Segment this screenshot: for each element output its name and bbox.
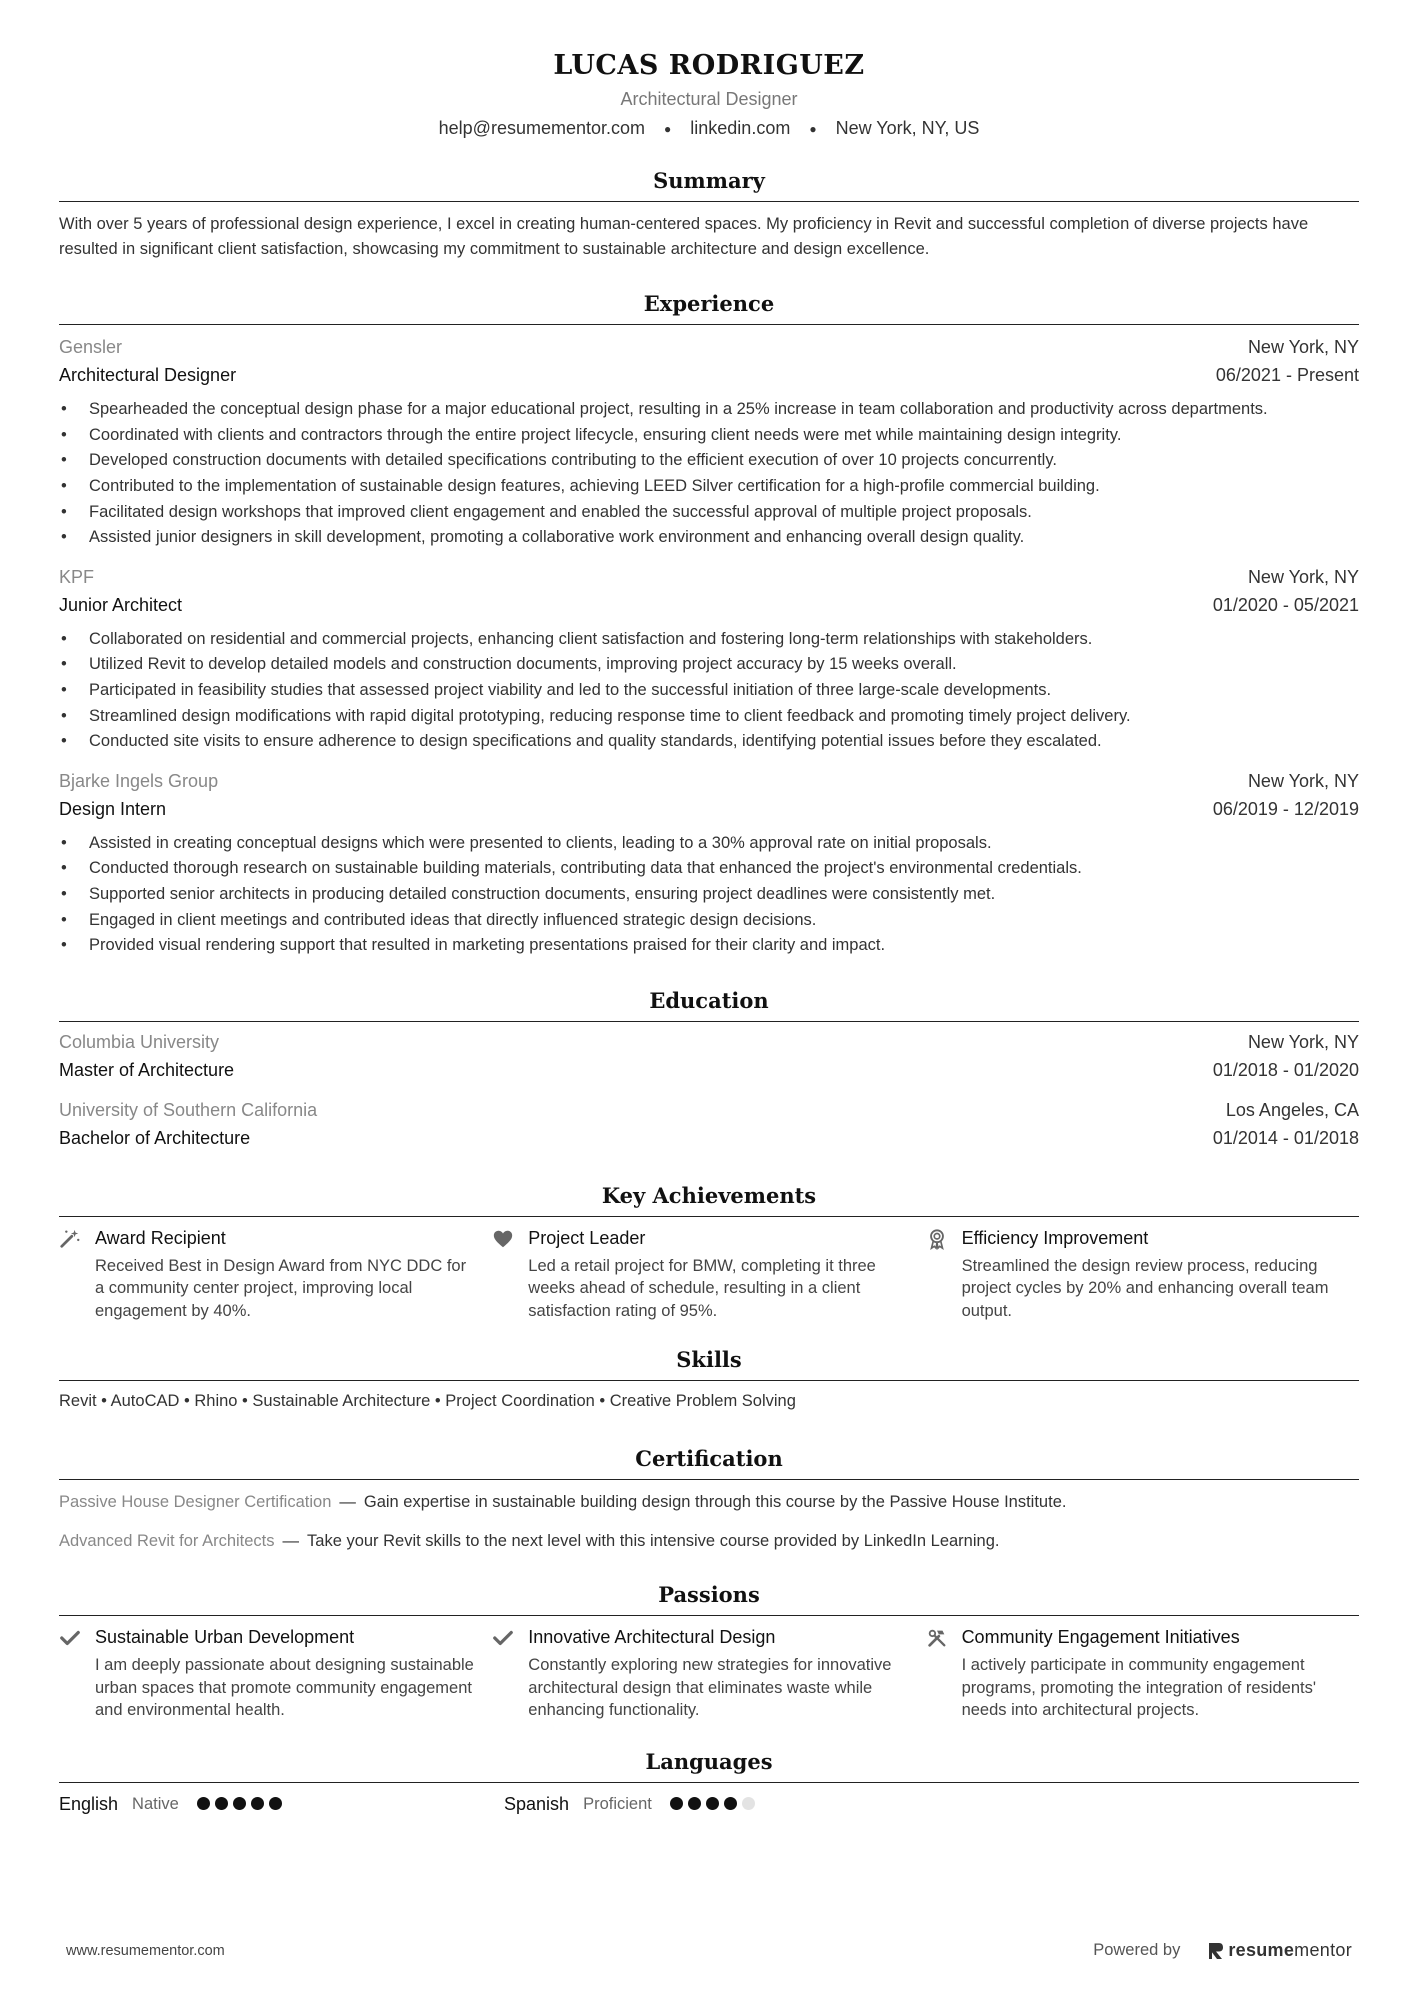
passion-desc: Constantly exploring new strategies for innovative architectural design that eliminates waste while enhancing functionality.	[528, 1656, 892, 1720]
skills-list: Revit • AutoCAD • Rhino • Sustainable Architecture • Project Coordination • Creative Problem Solving	[59, 1392, 796, 1411]
job-company: Bjarke Ingels Group	[59, 770, 219, 791]
job-bullets	[59, 831, 1359, 959]
certification-name: Passive House Designer Certification	[59, 1493, 332, 1512]
rating-dot-filled	[233, 1797, 246, 1810]
contact-linkedin[interactable]: linkedin.com	[690, 118, 791, 138]
certification-section	[59, 1445, 1359, 1553]
em-dash: —	[339, 1493, 356, 1512]
list-item: • Facilitated design workshops that improved client engagement and enabled the successful approval of multiple project proposals.	[59, 500, 1359, 526]
job-role: Design Intern	[59, 798, 167, 819]
powered-by-label: Powered by	[1093, 1941, 1181, 1959]
section-divider	[59, 1615, 1359, 1616]
passion-desc: I actively participate in community engagement programs, promoting the integration of residents' needs into architectural projects.	[961, 1656, 1316, 1720]
checkmark-icon	[59, 1624, 95, 1722]
section-divider	[59, 324, 1359, 325]
job-dates: 06/2019 - 12/2019	[1212, 798, 1359, 819]
candidate-name: LUCAS RODRIGUEZ	[553, 50, 865, 81]
language-item	[504, 1791, 949, 1817]
job-entry	[59, 333, 1359, 551]
section-divider	[59, 201, 1359, 202]
achievement-item	[926, 1225, 1359, 1323]
section-title-achievements: Key Achievements	[601, 1182, 817, 1208]
job-dates: 01/2020 - 05/2021	[1212, 594, 1359, 615]
edu-school: University of Southern California	[59, 1099, 318, 1120]
passion-title: Sustainable Urban Development	[95, 1627, 355, 1648]
edu-location: New York, NY	[1247, 1031, 1359, 1052]
brand-text-part1: resume	[1228, 1940, 1295, 1960]
job-company: KPF	[59, 566, 95, 587]
passion-item	[492, 1624, 925, 1722]
list-item: • Assisted junior designers in skill development, promoting a collaborative work environment and enhancing overall design quality.	[59, 525, 1359, 551]
contact-line	[59, 116, 1359, 141]
section-title-passions: Passions	[658, 1582, 760, 1608]
resumementor-logo[interactable]	[1208, 1940, 1352, 1961]
magic-wand-icon	[59, 1225, 95, 1323]
passion-item	[926, 1624, 1359, 1722]
resumementor-logo-icon	[1208, 1941, 1224, 1961]
contact-location: New York, NY, US	[835, 118, 980, 138]
list-item: • Engaged in client meetings and contributed ideas that directly influenced strategic design decisions.	[59, 908, 1359, 934]
footer-website-link[interactable]: www.resumementor.com	[66, 1942, 225, 1959]
resume-page	[59, 48, 1359, 1817]
summary-section	[59, 167, 1359, 262]
rating-dot-filled	[215, 1797, 228, 1810]
job-role: Architectural Designer	[59, 365, 237, 386]
job-location: New York, NY	[1247, 566, 1359, 587]
job-location: New York, NY	[1247, 770, 1359, 791]
job-dates: 06/2021 - Present	[1215, 365, 1359, 386]
edu-location: Los Angeles, CA	[1225, 1099, 1359, 1120]
edu-dates: 01/2014 - 01/2018	[1212, 1127, 1359, 1148]
language-rating	[197, 1797, 287, 1810]
checkmark-icon	[492, 1624, 528, 1722]
rating-dot-empty	[742, 1797, 755, 1810]
list-item: • Contributed to the implementation of sustainable design features, achieving LEED Silver certification for a high-profile commercial building.	[59, 474, 1359, 500]
rating-dot-filled	[197, 1797, 210, 1810]
job-entry	[59, 767, 1359, 959]
section-divider	[59, 1380, 1359, 1381]
heart-icon	[492, 1225, 528, 1323]
list-item: • Assisted in creating conceptual designs which were presented to clients, leading to a 30% approval rate on initial proposals.	[59, 831, 1359, 857]
edu-school: Columbia University	[59, 1031, 220, 1052]
language-name: English	[59, 1793, 119, 1814]
list-item: • Streamlined design modifications with rapid digital prototyping, reducing response time to client feedback and promoting timely project delivery.	[59, 704, 1359, 730]
edu-dates: 01/2018 - 01/2020	[1212, 1059, 1359, 1080]
languages-section	[59, 1748, 1359, 1817]
achievement-item	[492, 1225, 925, 1323]
summary-text: With over 5 years of professional design experience, I excel in creating human-centered spaces. My proficiency in Revit and successful completion of diverse projects have resulted in significant client satisfaction, showcasing my commitment to sustainable architecture and design excellence.	[59, 215, 1309, 259]
rating-dot-filled	[269, 1797, 282, 1810]
section-title-languages: Languages	[645, 1748, 773, 1774]
list-item: • Conducted site visits to ensure adherence to design specifications and quality standards, identifying potential issues before they escalated.	[59, 729, 1359, 755]
rating-dot-filled	[688, 1797, 701, 1810]
list-item: • Collaborated on residential and commercial projects, enhancing client satisfaction and fostering long-term relationships with stakeholders.	[59, 627, 1359, 653]
achievement-title: Project Leader	[528, 1227, 646, 1248]
job-company: Gensler	[59, 337, 123, 358]
bullet-separator: ●	[809, 122, 817, 137]
certification-desc: Gain expertise in sustainable building design through this course by the Passive House Institute.	[363, 1493, 1067, 1512]
em-dash: —	[282, 1532, 300, 1551]
rating-dot-filled	[670, 1797, 683, 1810]
section-divider	[59, 1782, 1359, 1783]
contact-email[interactable]: help@resumementor.com	[438, 118, 645, 138]
certification-item	[59, 1490, 1359, 1514]
list-item: • Provided visual rendering support that resulted in marketing presentations praised for their clarity and impact.	[59, 933, 1359, 959]
job-entry	[59, 563, 1359, 755]
list-item: • Conducted thorough research on sustainable building materials, contributing data that enhanced the project's environmental credentials.	[59, 856, 1359, 882]
edu-degree: Master of Architecture	[59, 1059, 235, 1080]
list-item: • Developed construction documents with detailed specifications contributing to the efficient execution of over 10 projects concurrently.	[59, 448, 1359, 474]
candidate-title: Architectural Designer	[620, 89, 798, 109]
section-title-experience: Experience	[643, 291, 775, 317]
section-divider	[59, 1216, 1359, 1217]
passion-title: Innovative Architectural Design	[528, 1627, 776, 1648]
job-role: Junior Architect	[59, 594, 183, 615]
section-title-summary: Summary	[653, 168, 765, 194]
achievement-item	[59, 1225, 492, 1323]
achievement-desc: Led a retail project for BMW, completing it three weeks ahead of schedule, resulting in a client satisfaction rating of 95%.	[528, 1256, 876, 1320]
brand-text-part2: mentor	[1294, 1940, 1352, 1960]
passion-desc: I am deeply passionate about designing sustainable urban spaces that promote community engagement and environmental health.	[95, 1656, 474, 1720]
rating-dot-filled	[251, 1797, 264, 1810]
passion-title: Community Engagement Initiatives	[961, 1627, 1240, 1648]
list-item: • Spearheaded the conceptual design phase for a major educational project, resulting in a 25% increase in team collaboration and productivity across departments.	[59, 397, 1359, 423]
achievement-desc: Streamlined the design review process, reducing project cycles by 20% and enhancing overall team output.	[961, 1256, 1329, 1320]
section-title-certification: Certification	[635, 1446, 783, 1472]
award-ribbon-icon	[926, 1225, 962, 1323]
certification-desc: Take your Revit skills to the next level with this intensive course provided by LinkedIn Learning.	[307, 1532, 1000, 1551]
achievement-title: Efficiency Improvement	[961, 1227, 1149, 1248]
language-level: Proficient	[583, 1794, 652, 1813]
section-title-skills: Skills	[676, 1347, 742, 1373]
achievement-title: Award Recipient	[95, 1227, 226, 1248]
section-title-education: Education	[649, 987, 769, 1013]
job-bullets	[59, 627, 1359, 755]
language-rating	[670, 1797, 760, 1810]
achievements-section	[59, 1182, 1359, 1323]
experience-section	[59, 290, 1359, 959]
achievement-desc: Received Best in Design Award from NYC DDC for a community center project, improving local engagement by 40%.	[95, 1256, 467, 1320]
job-bullets	[59, 397, 1359, 551]
section-divider	[59, 1479, 1359, 1480]
education-entry	[59, 1028, 1359, 1084]
bullet-separator: ●	[664, 122, 672, 137]
rating-dot-filled	[724, 1797, 737, 1810]
language-level: Native	[132, 1794, 179, 1813]
education-entry	[59, 1096, 1359, 1152]
certification-item	[59, 1529, 1359, 1553]
section-divider	[59, 1021, 1359, 1022]
rating-dot-filled	[706, 1797, 719, 1810]
list-item: • Participated in feasibility studies that assessed project viability and led to the successful initiation of three large-scale developments.	[59, 678, 1359, 704]
education-section	[59, 987, 1359, 1152]
hammer-wrench-icon	[926, 1624, 962, 1722]
footer	[66, 1940, 1352, 1961]
passion-item	[59, 1624, 492, 1722]
list-item: • Utilized Revit to develop detailed models and construction documents, improving project accuracy by 15 weeks overall.	[59, 652, 1359, 678]
passions-section	[59, 1581, 1359, 1722]
certification-name: Advanced Revit for Architects	[59, 1532, 275, 1551]
job-location: New York, NY	[1247, 337, 1359, 358]
language-item	[59, 1791, 504, 1817]
language-name: Spanish	[504, 1793, 570, 1814]
list-item: • Supported senior architects in producing detailed construction documents, ensuring project deadlines were consistently met.	[59, 882, 1359, 908]
skills-section	[59, 1346, 1359, 1413]
list-item: • Coordinated with clients and contractors through the entire project lifecycle, ensuring client needs were met while maintaining design integrity.	[59, 423, 1359, 449]
edu-degree: Bachelor of Architecture	[59, 1127, 251, 1148]
